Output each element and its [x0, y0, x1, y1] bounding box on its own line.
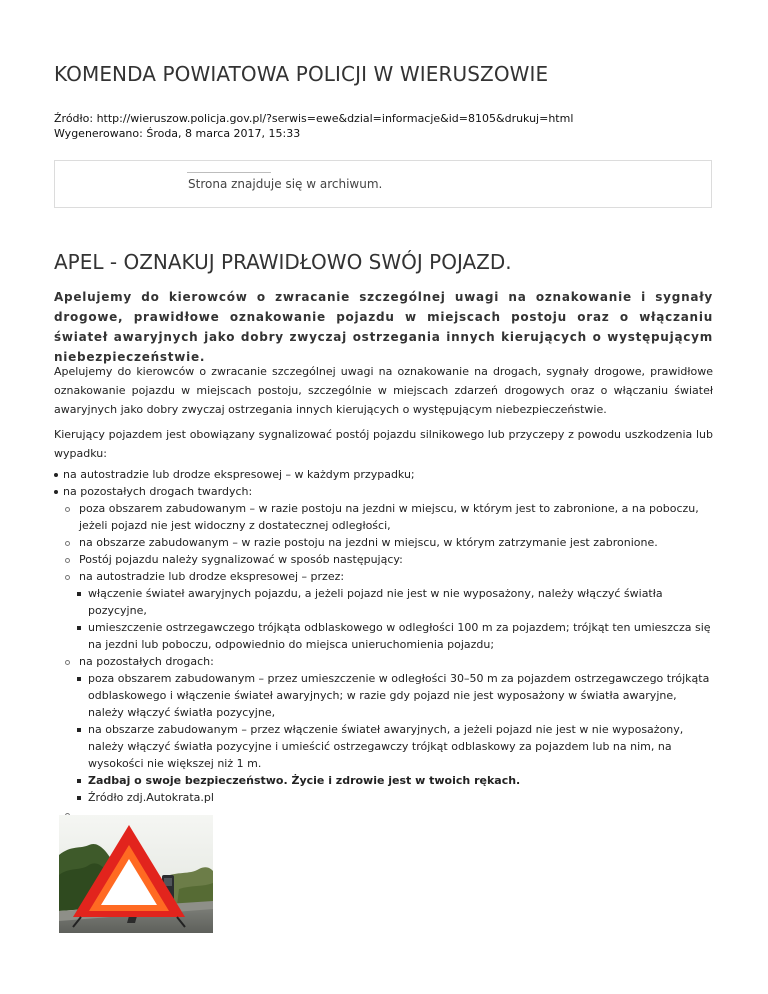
generated-date: Wygenerowano: Środa, 8 marca 2017, 15:33 [54, 127, 301, 140]
article-paragraph: Apelujemy do kierowców o zwracanie szczególnej uwagi na oznakowanie na drogach, sygnały drogowe, prawidłowe oznakowanie pojazdu w miejscach postoju, szczególnie w miejscach zdarzeń drogowych oraz o włączaniu świateł awaryjnych jako dobry zwyczaj ostrzegania innych kierujących o występującym niebezpieczeństwie. [54, 365, 713, 416]
source-url: Źródło: http://wieruszow.policja.gov.pl/?serwis=ewe&dzial=informacje&id=8105&drukuj=html [54, 112, 574, 125]
warning-triangle-photo [59, 815, 213, 933]
archive-notice [54, 160, 712, 208]
archive-notice-text: Strona znajduje się w archiwum. [188, 177, 383, 191]
list-item: poza obszarem zabudowanym – przez umieszczenie w odległości 30–50 m za pojazdem ostrzegawczego trójkąta odblaskowego i włączenie świateł awaryjnych; w razie gdy pojazd nie jest wyposażony w światła awaryjne, należy włączyć światła pozycyjne, [77, 670, 714, 721]
list-item: umieszczenie ostrzegawczego trójkąta odblaskowego w odległości 100 m za pojazdem; trójkąt ten umieszcza się na jezdni lub poboczu, odpowiednio do miejsca unieruchomienia pojazdu; [77, 619, 714, 653]
list-item: na obszarze zabudowanym – przez włączenie świateł awaryjnych, a jeżeli pojazd nie jest w nie wyposażony, należy włączyć światła pozycyjne i umieścić ostrzegawczy trójkąt odblaskowy za pojazdem lub na nim, na wysokości nie większej niż 1 m. [77, 721, 714, 772]
list-item: Postój pojazdu należy sygnalizować w sposób następujący: [65, 551, 714, 568]
list-item: poza obszarem zabudowanym – w razie postoju na jezdni w miejscu, w którym jest to zabronione, a na poboczu, jeżeli pojazd nie jest widoczny z dostatecznej odległości, [65, 500, 714, 534]
list-item: Zadbaj o swoje bezpieczeństwo. Życie i zdrowie jest w twoich rękach. [77, 772, 714, 789]
article-list [54, 466, 714, 823]
warning-triangle-icon [59, 815, 213, 933]
list-item: włączenie świateł awaryjnych pojazdu, a jeżeli pojazd nie jest w nie wyposażony, należy włączyć światła pozycyjne, [77, 585, 714, 619]
list-item [54, 483, 714, 823]
list-item [65, 653, 714, 806]
list-item: na obszarze zabudowanym – w razie postoju na jezdni w miejscu, w którym zatrzymanie jest zabronione. [65, 534, 714, 551]
archive-divider [187, 172, 271, 173]
list-item: na autostradzie lub drodze ekspresowej – w każdym przypadku; [54, 466, 714, 483]
list-item-label: na pozostałych drogach: [79, 655, 214, 668]
article-paragraph: Kierujący pojazdem jest obowiązany sygnalizować postój pojazdu silnikowego lub przyczepy z powodu uszkodzenia lub wypadku: [54, 428, 713, 460]
list-item-label: na autostradzie lub drodze ekspresowej – przez: [79, 570, 345, 583]
print-meta [54, 111, 573, 141]
photo-credit: Źródło zdj.Autokrata.pl [77, 789, 714, 806]
site-title: KOMENDA POWIATOWA POLICJI W WIERUSZOWIE [54, 62, 549, 86]
list-item [65, 568, 714, 653]
article-title: APEL - OZNAKUJ PRAWIDŁOWO SWÓJ POJAZD. [54, 250, 512, 274]
article-lead: Apelujemy do kierowców o zwracanie szczególnej uwagi na oznakowanie i sygnały drogowe, prawidłowe oznakowanie pojazdu w miejscach postoju oraz o włączaniu świateł awaryjnych jako dobry zwyczaj ostrzegania innych kierujących o występującym niebezpieczeństwie. [54, 290, 713, 364]
list-item-label: na pozostałych drogach twardych: [63, 485, 253, 498]
